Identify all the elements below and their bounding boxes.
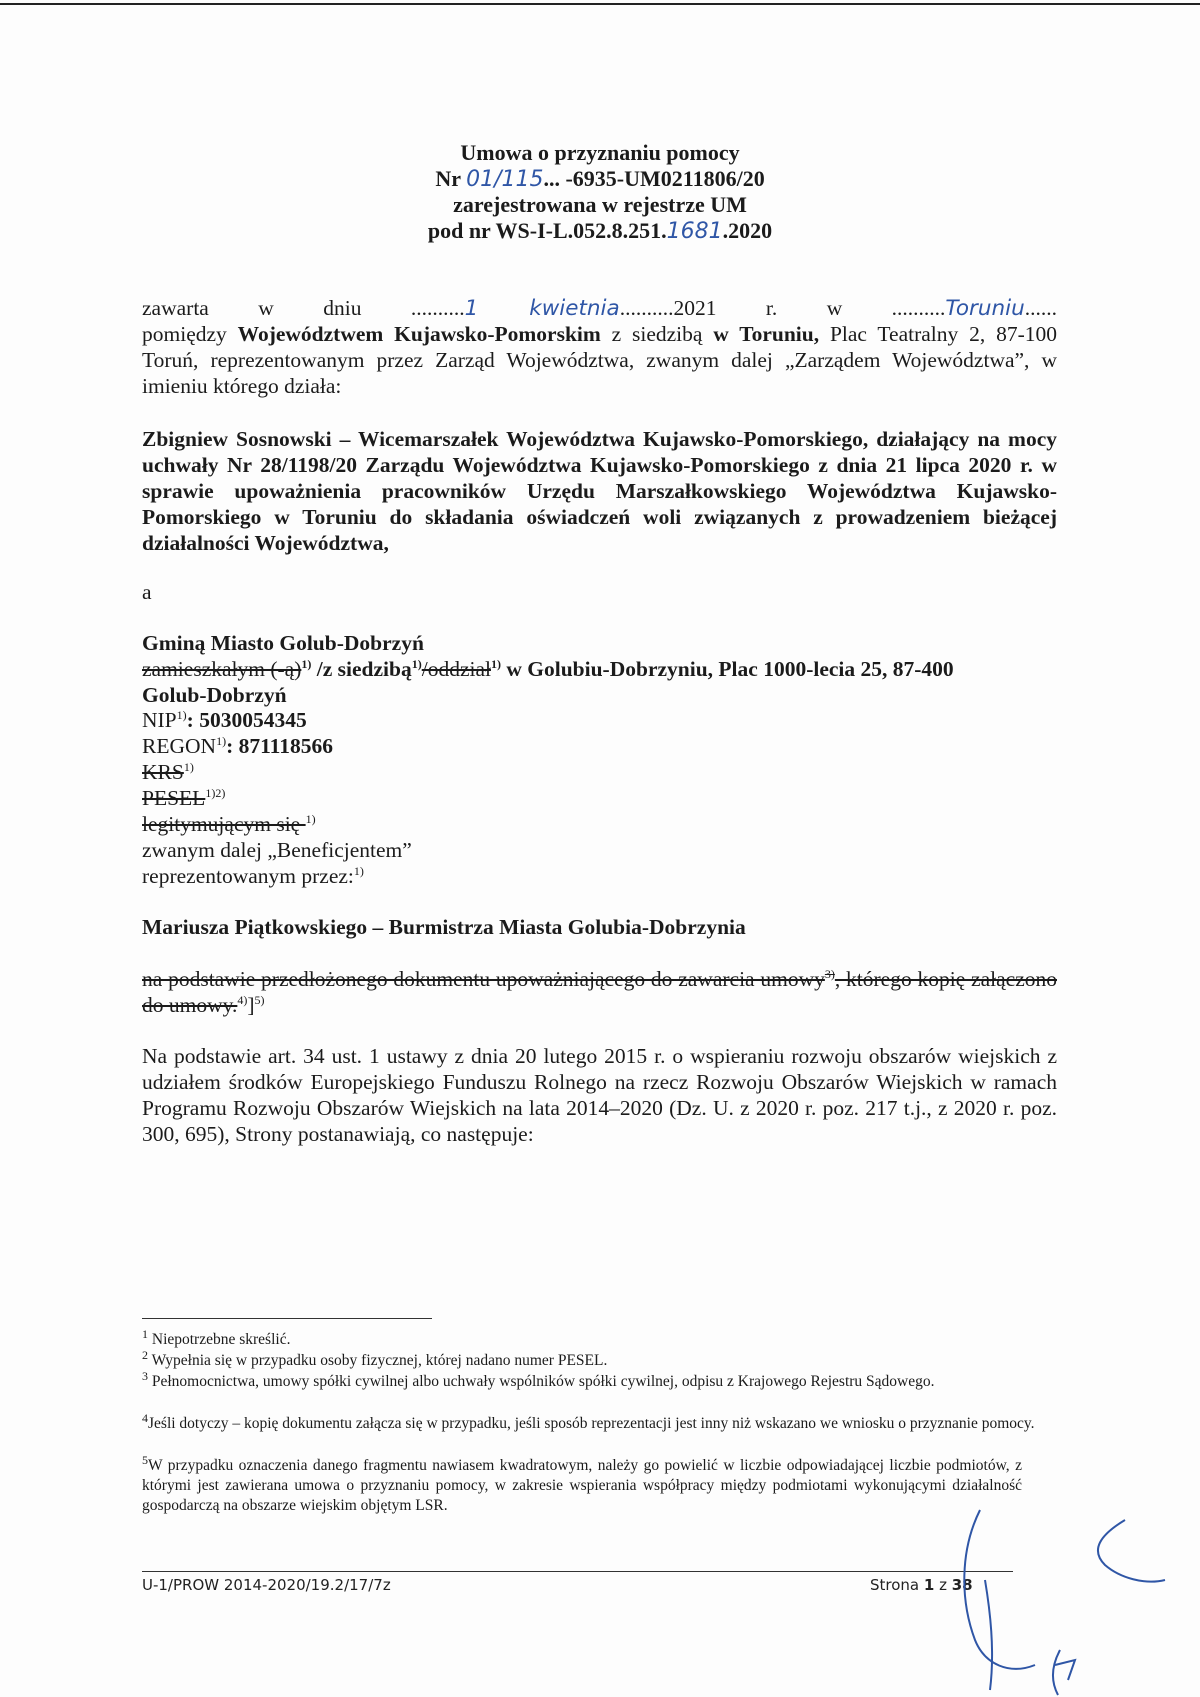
footnote-4: $^4$Jeśli dotyczy – kopię dokumentu załącza się w przypadku, jeśli sposób reprezentacji jest inny niż wskazano we wniosku o przyznanie pomocy. (142, 1410, 1035, 1432)
form-code: U-1/PROW 2014-2020/19.2/17/7z (142, 1576, 391, 1594)
and-word: a (142, 580, 152, 604)
handwritten-registry-number: 1681 (666, 219, 723, 244)
voivodeship-representative: Zbigniew Sosnowski – Wicemarszałek Województwa Kujawsko-Pomorskiego, działający na mocy uchwały Nr 28/1198/20 Zarządu Województwa Kujawsko-Pomorskiego z dnia 21 lipca 2020 r. w sprawie upoważnienia pracowników Urzędu Marszałkowskiego Województwa Kujawsko-Pomorskiego w Toruniu do składania oświadczeń woli związanych z prowadzeniem bieżącej działalności Województwa, (142, 427, 1057, 555)
beneficiary-id: legitymującym się $^{1)}$ (142, 811, 316, 836)
handwritten-contract-number: 01/115 (466, 167, 544, 192)
parties-paragraph: pomiędzy Województwem Kujawsko-Pomorskim z siedzibą w Toruniu, Plac Teatralny 2, 87-100 Toruń, reprezentowanym przez Zarząd Województwa, zwanym dalej „Zarządem Województwa”, w imieniu którego działa: (142, 322, 1057, 398)
beneficiary-pesel: $PESEL^{1)2)}$ (142, 785, 226, 810)
beneficiary-represented: reprezentowanym przez:$^{1)}$ (142, 863, 364, 888)
handwritten-initials (940, 1490, 1200, 1697)
beneficiary-nip: NIP$^{1)}$: 5030054345 (142, 707, 307, 732)
footnote-5: $^5$W przypadku oznaczenia danego fragmentu nawiasem kwadratowym, należy go powielić w liczbie odpowiadającej liczbie podmiotów, z którymi jest zawierana umowa o przyznaniu pomocy, w zakresie wspierania współpracy między podmiotami wykonującymi działalność gospodarczą na obszarze wiejskim objętym LSR. (142, 1452, 1022, 1514)
footnote-3: $^3$ Pełnomocnictwa, umowy spółki cywilnej albo uchwały wspólników spółki cywilnej, odpisu z Krajowego Rejestru Sądowego. (142, 1368, 935, 1390)
contract-number: Nr 01/115... -6935-UM0211806/20 (435, 166, 765, 192)
handwritten-place: Toruniu (945, 296, 1025, 321)
footer-separator (142, 1571, 1013, 1572)
footnote-1: $^1$ Niepotrzebne skreślić. (142, 1326, 291, 1348)
concluded-date-place: zawarta w dniu ..........1 kwietnia..........2021 r. w ..........Toruniu...... (142, 296, 1057, 321)
beneficiary-called: zwanym dalej „Beneficjentem” (142, 838, 412, 862)
registry-number: pod nr WS-I-L.052.8.251.1681.2020 (427, 218, 773, 244)
footnote-2: $^2$ Wypełnia się w przypadku osoby fizycznej, której nadano numer PESEL. (142, 1347, 608, 1369)
struck-authorization-paragraph: na podstawie przedłożonego dokumentu upoważniającego do zawarcia umowy$^{3)}$, którego kopię załączono do umowy.$^{4)}$]$^{5)}$ (142, 966, 1057, 1017)
top-border-line (0, 3, 1200, 5)
registry-line: zarejestrowana w rejestrze UM (453, 192, 747, 217)
contract-title: Umowa o przyznaniu pomocy (460, 140, 740, 165)
beneficiary-seat-address: zamieszkałym (-ą)$^{1)}$ /z siedzibą$^{1)}$/oddział$^{1)}$ w Golubiu-Dobrzyniu, Plac 1000-lecia 25, 87-400 Golub-Dobrzyń (142, 656, 954, 707)
legal-basis-paragraph: Na podstawie art. 34 ust. 1 ustawy z dnia 20 lutego 2015 r. o wspieraniu rozwoju obszarów wiejskich z udziałem środków Europejskiego Funduszu Rolnego na rzecz Rozwoju Obszarów Wiejskich w ramach Programu Rozwoju Obszarów Wiejskich na lata 2014–2020 (Dz. U. z 2020 r. poz. 217 t.j., z 2020 r. poz. 300, 695), Strony postanawiają, co następuje: (142, 1044, 1057, 1146)
page-number: Strona 1 z 38 (870, 1576, 973, 1594)
mayor-representative: Mariusza Piątkowskiego – Burmistrza Miasta Golubia-Dobrzynia (142, 915, 746, 939)
handwritten-date: 1 kwietnia (464, 296, 620, 321)
beneficiary-regon: REGON$^{1)}$: 871118566 (142, 733, 333, 758)
beneficiary-name: Gminą Miasto Golub-Dobrzyń (142, 631, 424, 655)
footnote-separator (142, 1318, 432, 1319)
beneficiary-krs: KRS$^{1)}$ (142, 759, 194, 784)
